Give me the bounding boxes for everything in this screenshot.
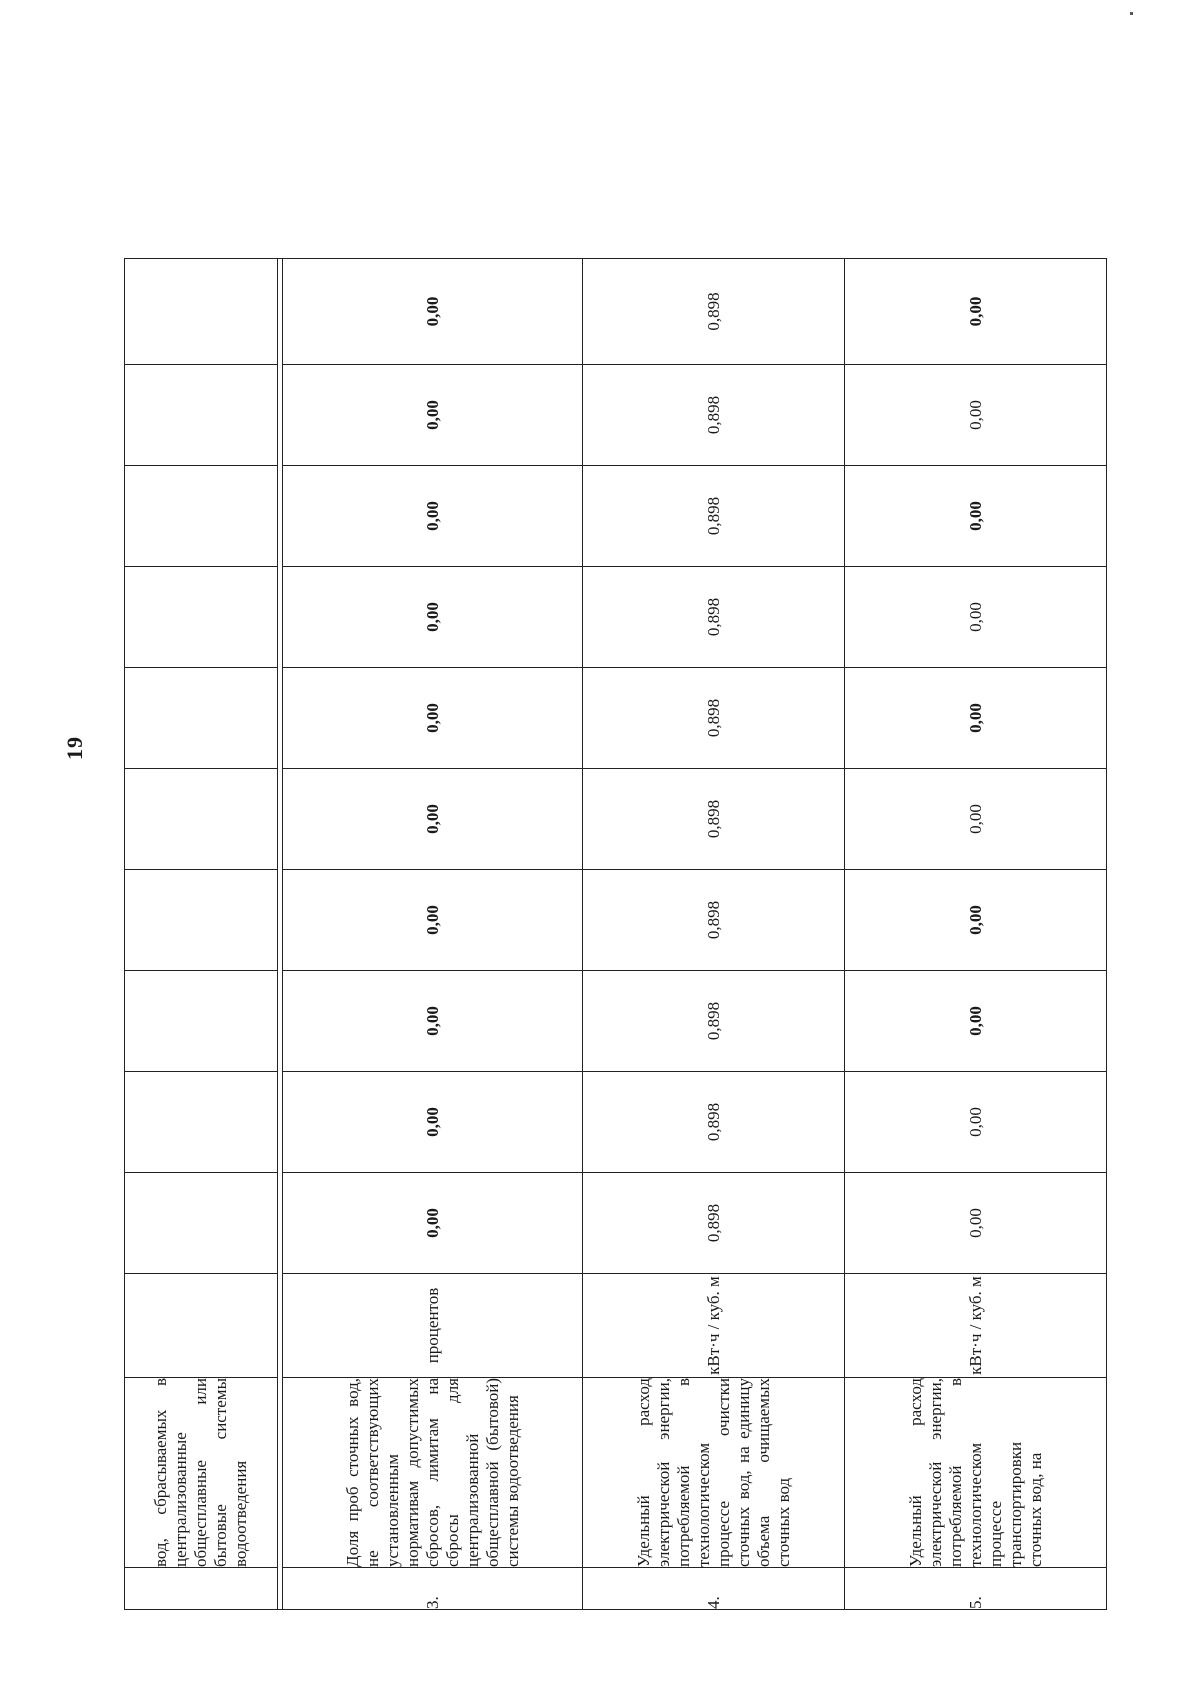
value-cell: 0,898	[583, 1173, 845, 1274]
value-cell: 0,00	[283, 466, 583, 567]
value-cell: 0,898	[583, 466, 845, 567]
row-number: 4.	[583, 1568, 845, 1610]
value-cell: 0,00	[283, 567, 583, 668]
indicator-name: вод, сбрасываемых в централизованные общесплавные или бытовые системы водоотведения	[125, 1378, 278, 1568]
value-cell: 0,898	[583, 870, 845, 971]
value-cell: 0,00	[283, 769, 583, 870]
value-cell: 0,898	[583, 668, 845, 769]
value-cell	[125, 1072, 278, 1173]
value-cell: 0,00	[283, 1173, 583, 1274]
value-cell: 0,00	[845, 259, 1107, 365]
value-cell	[125, 971, 278, 1072]
row-number	[125, 1568, 278, 1610]
value-cell: 0,00	[845, 769, 1107, 870]
row-number: 5.	[845, 1568, 1107, 1610]
value-cell: 0,00	[845, 466, 1107, 567]
value-cell: 0,00	[283, 668, 583, 769]
unit-cell	[125, 1274, 278, 1378]
value-cell: 0,898	[583, 365, 845, 466]
value-cell	[125, 870, 278, 971]
indicator-name: Доля проб сточных вод, не соответствующих установленным нормативам допустимых сбросов, лимитам на сбросы для централизованной общесплавной (бытовой) системы водоотведения	[283, 1378, 583, 1568]
value-cell: 0,00	[845, 971, 1107, 1072]
value-cell: 0,898	[583, 259, 845, 365]
value-cell: 0,00	[845, 668, 1107, 769]
indicators-table	[124, 258, 1107, 1610]
page-number: 19	[62, 736, 87, 760]
indicator-name: Удельный расход электрической энергии, потребляемой в технологическом процессе очистки сточных вод, на единицу объема очищаемых сточных вод	[583, 1378, 845, 1568]
value-cell: 0,00	[845, 1173, 1107, 1274]
value-cell	[125, 769, 278, 870]
value-cell: 0,898	[583, 769, 845, 870]
value-cell: 0,00	[283, 870, 583, 971]
scan-mark	[1130, 12, 1133, 15]
value-cell: 0,898	[583, 971, 845, 1072]
unit-cell: кВт·ч / куб. м	[845, 1274, 1107, 1378]
value-cell	[125, 567, 278, 668]
row-number: 3.	[283, 1568, 583, 1610]
value-cell	[125, 365, 278, 466]
value-cell	[125, 1173, 278, 1274]
value-cell	[125, 259, 278, 365]
value-cell: 0,898	[583, 1072, 845, 1173]
table-row	[125, 259, 278, 1610]
table-row	[583, 259, 845, 1610]
value-cell: 0,00	[845, 567, 1107, 668]
value-cell: 0,898	[583, 567, 845, 668]
table-row	[283, 259, 583, 1610]
value-cell: 0,00	[845, 365, 1107, 466]
value-cell: 0,00	[283, 971, 583, 1072]
value-cell: 0,00	[845, 870, 1107, 971]
table-row	[845, 259, 1107, 1610]
value-cell: 0,00	[283, 365, 583, 466]
value-cell	[125, 466, 278, 567]
value-cell: 0,00	[283, 259, 583, 365]
unit-cell: кВт·ч / куб. м	[583, 1274, 845, 1378]
unit-cell: процентов	[283, 1274, 583, 1378]
value-cell: 0,00	[845, 1072, 1107, 1173]
value-cell: 0,00	[283, 1072, 583, 1173]
value-cell	[125, 668, 278, 769]
indicator-name: Удельный расход электрической энергии, потребляемой в технологическом процессе транспортировки сточных вод, на	[845, 1378, 1107, 1568]
